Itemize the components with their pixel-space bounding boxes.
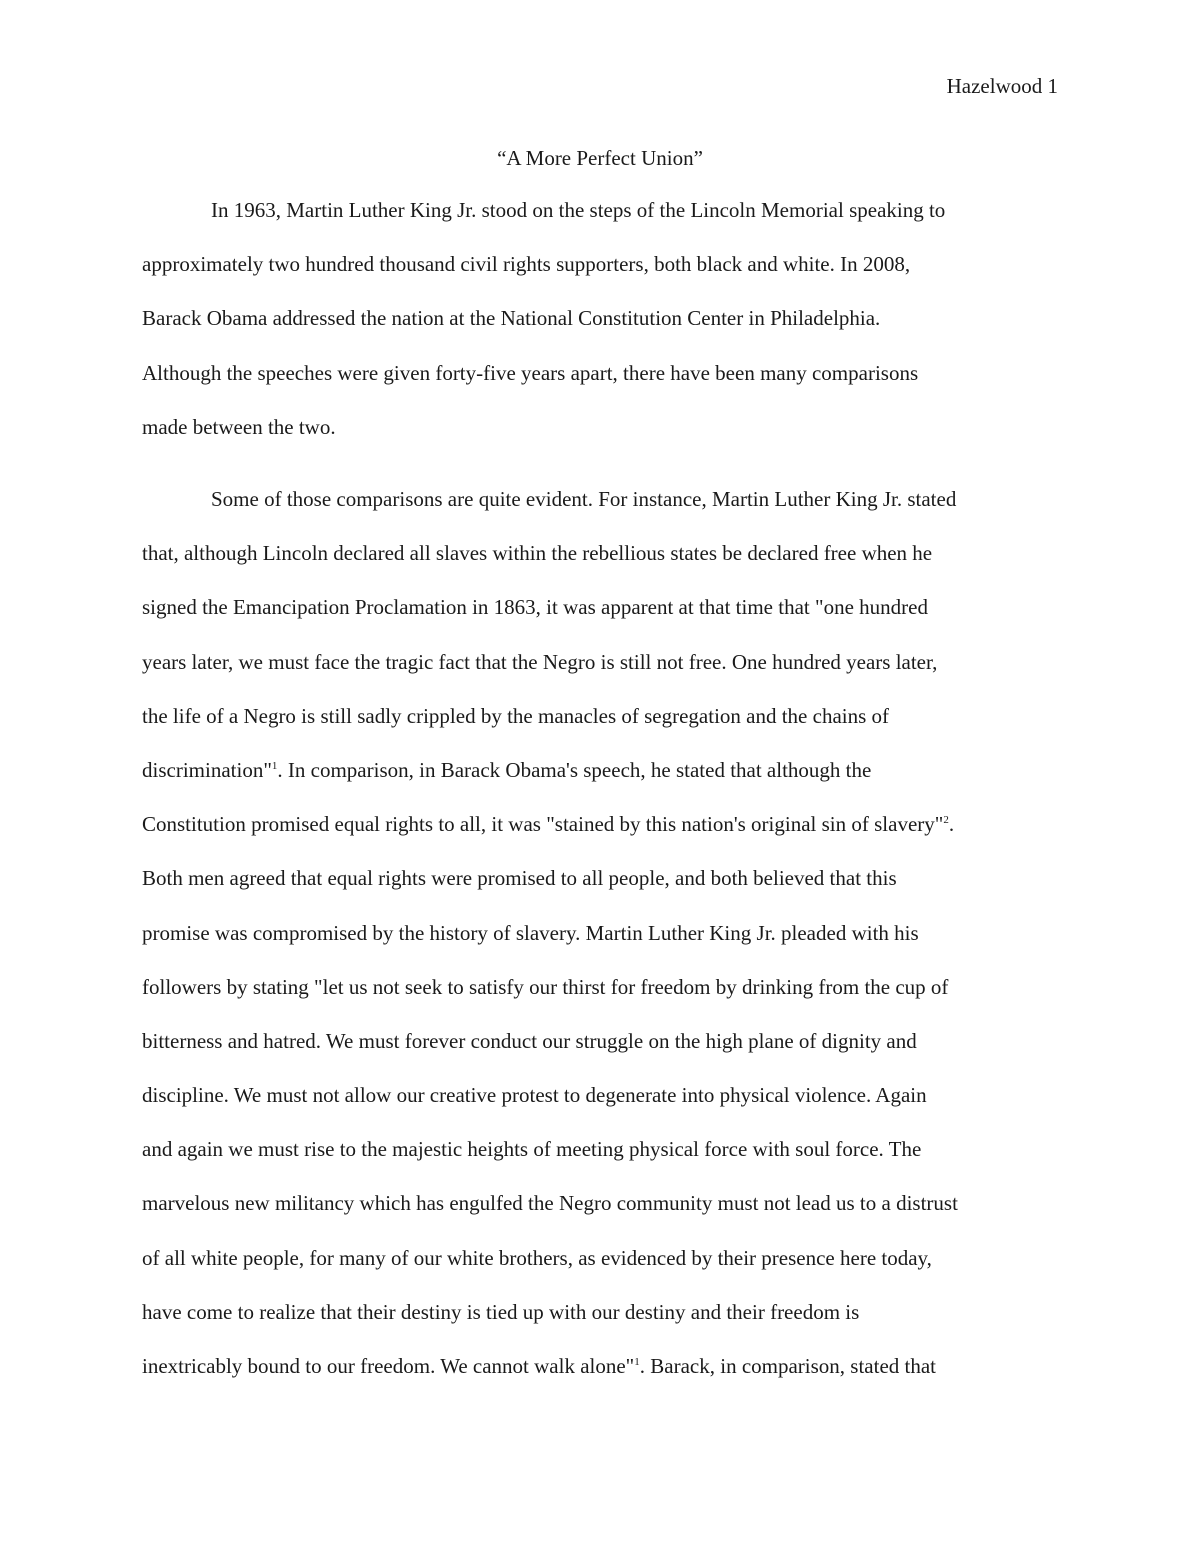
paragraph-line: [142, 797, 1058, 851]
paragraph-line: Barack Obama addressed the nation at the National Constitution Center in Philadelphia.: [142, 306, 881, 331]
footnote-marker: 1: [271, 759, 278, 772]
paragraph-line: the life of a Negro is still sadly crippled by the manacles of segregation and the chains of: [142, 703, 890, 728]
paragraph-2: [142, 472, 1058, 1393]
paragraph-line: promise was compromised by the history of slavery. Martin Luther King Jr. pleaded with his: [142, 920, 919, 945]
line-text: discrimination": [142, 757, 272, 782]
line-text: . Barack, in comparison, stated that: [639, 1354, 937, 1378]
paragraph-line: made between the two.: [142, 414, 336, 439]
paragraph-line: years later, we must face the tragic fact that the Negro is still not free. One hundred years later,: [142, 649, 938, 674]
paragraph-line: followers by stating "let us not seek to satisfy our thirst for freedom by drinking from the cup of: [142, 974, 949, 999]
paragraph-line: [142, 743, 1058, 797]
paragraph-line: [142, 1339, 1058, 1393]
paragraph-line: In 1963, Martin Luther King Jr. stood on the steps of the Lincoln Memorial speaking to: [211, 198, 946, 222]
line-text: inextricably bound to our freedom. We cannot walk alone": [142, 1354, 635, 1378]
paragraph-line: and again we must rise to the majestic heights of meeting physical force with soul force. The: [142, 1137, 922, 1162]
running-header: Hazelwood 1: [946, 74, 1058, 98]
line-text: . In comparison, in Barack Obama's speech, he stated that although the: [277, 757, 872, 782]
paragraph-line: have come to realize that their destiny is tied up with our destiny and their freedom is: [142, 1299, 860, 1324]
paragraph-line: Both men agreed that equal rights were promised to all people, and both believed that this: [142, 866, 897, 891]
paragraph-line: that, although Lincoln declared all slaves within the rebellious states be declared free when he: [142, 541, 933, 566]
line-text: .: [948, 812, 955, 837]
paragraph-line: approximately two hundred thousand civil rights supporters, both black and white. In 2008,: [142, 252, 911, 277]
paragraph-line: marvelous new militancy which has engulfed the Negro community must not lead us to a distrust: [142, 1191, 958, 1216]
footnote-marker: 2: [943, 814, 949, 827]
paragraph-line: Some of those comparisons are quite evident. For instance, Martin Luther King Jr. stated: [211, 487, 957, 511]
paragraph-line: discipline. We must not allow our creative protest to degenerate into physical violence. Again: [142, 1083, 927, 1108]
line-text: Constitution promised equal rights to all, it was "stained by this nation's original sin of slavery": [142, 812, 944, 837]
paragraph-line: of all white people, for many of our white brothers, as evidenced by their presence here today,: [142, 1245, 932, 1270]
paragraph-line: signed the Emancipation Proclamation in 1863, it was apparent at that time that "one hundred: [142, 595, 928, 620]
essay-title: “A More Perfect Union”: [497, 146, 703, 170]
paragraph-line: bitterness and hatred. We must forever conduct our struggle on the high plane of dignity and: [142, 1028, 917, 1053]
footnote-marker: 1: [634, 1356, 640, 1368]
paragraph-1: [142, 183, 1058, 454]
paragraph-line: Although the speeches were given forty-five years apart, there have been many comparisons: [142, 360, 919, 385]
